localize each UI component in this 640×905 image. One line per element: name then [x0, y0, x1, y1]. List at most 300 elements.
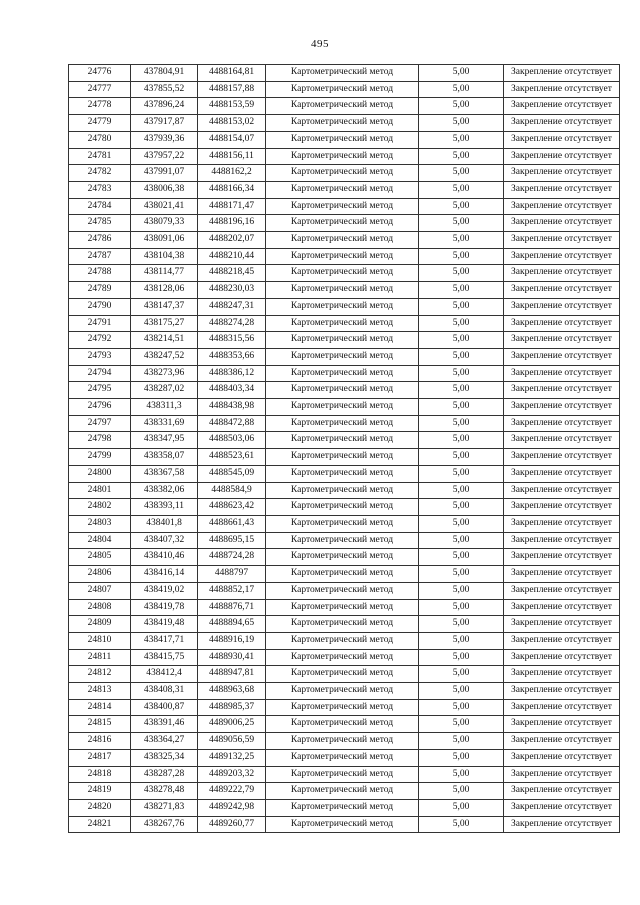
method-cell: Картометрический метод [266, 282, 419, 299]
x-coordinate-cell: 438128,06 [131, 282, 198, 299]
x-coordinate-cell: 438393,11 [131, 499, 198, 516]
y-coordinate-cell: 4488156,11 [198, 148, 266, 165]
fixing-description-cell: Закрепление отсутствует [504, 666, 620, 683]
table-row [69, 582, 620, 599]
accuracy-cell: 5,00 [419, 649, 504, 666]
fixing-description-cell: Закрепление отсутствует [504, 699, 620, 716]
coordinates-table-body [69, 65, 620, 833]
method-cell: Картометрический метод [266, 499, 419, 516]
method-cell: Картометрический метод [266, 482, 419, 499]
point-number-cell: 24795 [69, 382, 131, 399]
point-number-cell: 24776 [69, 65, 131, 82]
accuracy-cell: 5,00 [419, 81, 504, 98]
page-number: 495 [311, 38, 329, 50]
x-coordinate-cell: 438382,06 [131, 482, 198, 499]
table-row [69, 215, 620, 232]
accuracy-cell: 5,00 [419, 115, 504, 132]
method-cell: Картометрический метод [266, 65, 419, 82]
x-coordinate-cell: 438175,27 [131, 315, 198, 332]
x-coordinate-cell: 437991,07 [131, 165, 198, 182]
accuracy-cell: 5,00 [419, 215, 504, 232]
method-cell: Картометрический метод [266, 666, 419, 683]
y-coordinate-cell: 4489006,25 [198, 716, 266, 733]
table-row [69, 649, 620, 666]
point-number-cell: 24805 [69, 549, 131, 566]
accuracy-cell: 5,00 [419, 415, 504, 432]
x-coordinate-cell: 438091,06 [131, 232, 198, 249]
point-number-cell: 24780 [69, 131, 131, 148]
y-coordinate-cell: 4488386,12 [198, 365, 266, 382]
x-coordinate-cell: 438412,4 [131, 666, 198, 683]
method-cell: Картометрический метод [266, 749, 419, 766]
fixing-description-cell: Закрепление отсутствует [504, 432, 620, 449]
point-number-cell: 24798 [69, 432, 131, 449]
y-coordinate-cell: 4488153,59 [198, 98, 266, 115]
method-cell: Картометрический метод [266, 766, 419, 783]
x-coordinate-cell: 438391,46 [131, 716, 198, 733]
fixing-description-cell: Закрепление отсутствует [504, 181, 620, 198]
method-cell: Картометрический метод [266, 465, 419, 482]
method-cell: Картометрический метод [266, 131, 419, 148]
fixing-description-cell: Закрепление отсутствует [504, 649, 620, 666]
x-coordinate-cell: 438407,32 [131, 532, 198, 549]
fixing-description-cell: Закрепление отсутствует [504, 549, 620, 566]
fixing-description-cell: Закрепление отсутствует [504, 348, 620, 365]
x-coordinate-cell: 438419,78 [131, 599, 198, 616]
point-number-cell: 24785 [69, 215, 131, 232]
accuracy-cell: 5,00 [419, 181, 504, 198]
method-cell: Картометрический метод [266, 582, 419, 599]
fixing-description-cell: Закрепление отсутствует [504, 599, 620, 616]
y-coordinate-cell: 4488876,71 [198, 599, 266, 616]
table-row [69, 699, 620, 716]
y-coordinate-cell: 4488210,44 [198, 248, 266, 265]
x-coordinate-cell: 438416,14 [131, 566, 198, 583]
method-cell: Картометрический метод [266, 699, 419, 716]
accuracy-cell: 5,00 [419, 282, 504, 299]
fixing-description-cell: Закрепление отсутствует [504, 616, 620, 633]
fixing-description-cell: Закрепление отсутствует [504, 415, 620, 432]
point-number-cell: 24787 [69, 248, 131, 265]
x-coordinate-cell: 437804,91 [131, 65, 198, 82]
accuracy-cell: 5,00 [419, 699, 504, 716]
fixing-description-cell: Закрепление отсутствует [504, 499, 620, 516]
x-coordinate-cell: 438367,58 [131, 465, 198, 482]
y-coordinate-cell: 4488797 [198, 566, 266, 583]
accuracy-cell: 5,00 [419, 632, 504, 649]
accuracy-cell: 5,00 [419, 816, 504, 833]
point-number-cell: 24815 [69, 716, 131, 733]
table-row [69, 799, 620, 816]
x-coordinate-cell: 438147,37 [131, 298, 198, 315]
point-number-cell: 24804 [69, 532, 131, 549]
table-row [69, 131, 620, 148]
x-coordinate-cell: 438247,52 [131, 348, 198, 365]
y-coordinate-cell: 4488852,17 [198, 582, 266, 599]
x-coordinate-cell: 438410,46 [131, 549, 198, 566]
x-coordinate-cell: 438400,87 [131, 699, 198, 716]
table-row [69, 816, 620, 833]
x-coordinate-cell: 437939,36 [131, 131, 198, 148]
method-cell: Картометрический метод [266, 799, 419, 816]
accuracy-cell: 5,00 [419, 232, 504, 249]
point-number-cell: 24788 [69, 265, 131, 282]
y-coordinate-cell: 4488985,37 [198, 699, 266, 716]
method-cell: Картометрический метод [266, 733, 419, 750]
accuracy-cell: 5,00 [419, 666, 504, 683]
y-coordinate-cell: 4488930,41 [198, 649, 266, 666]
fixing-description-cell: Закрепление отсутствует [504, 449, 620, 466]
fixing-description-cell: Закрепление отсутствует [504, 365, 620, 382]
table-row [69, 148, 620, 165]
point-number-cell: 24801 [69, 482, 131, 499]
table-row [69, 482, 620, 499]
fixing-description-cell: Закрепление отсутствует [504, 816, 620, 833]
point-number-cell: 24793 [69, 348, 131, 365]
accuracy-cell: 5,00 [419, 582, 504, 599]
fixing-description-cell: Закрепление отсутствует [504, 115, 620, 132]
point-number-cell: 24786 [69, 232, 131, 249]
x-coordinate-cell: 438364,27 [131, 733, 198, 750]
point-number-cell: 24819 [69, 783, 131, 800]
x-coordinate-cell: 438417,71 [131, 632, 198, 649]
fixing-description-cell: Закрепление отсутствует [504, 783, 620, 800]
fixing-description-cell: Закрепление отсутствует [504, 582, 620, 599]
point-number-cell: 24818 [69, 766, 131, 783]
table-row [69, 81, 620, 98]
y-coordinate-cell: 4489242,98 [198, 799, 266, 816]
accuracy-cell: 5,00 [419, 616, 504, 633]
x-coordinate-cell: 438021,41 [131, 198, 198, 215]
fixing-description-cell: Закрепление отсутствует [504, 232, 620, 249]
accuracy-cell: 5,00 [419, 716, 504, 733]
point-number-cell: 24812 [69, 666, 131, 683]
x-coordinate-cell: 437855,52 [131, 81, 198, 98]
point-number-cell: 24817 [69, 749, 131, 766]
x-coordinate-cell: 438358,07 [131, 449, 198, 466]
accuracy-cell: 5,00 [419, 98, 504, 115]
x-coordinate-cell: 438287,02 [131, 382, 198, 399]
y-coordinate-cell: 4488503,06 [198, 432, 266, 449]
table-row [69, 549, 620, 566]
y-coordinate-cell: 4488963,68 [198, 683, 266, 700]
method-cell: Картометрический метод [266, 649, 419, 666]
table-row [69, 749, 620, 766]
fixing-description-cell: Закрепление отсутствует [504, 198, 620, 215]
coordinates-table [68, 64, 620, 833]
fixing-description-cell: Закрепление отсутствует [504, 749, 620, 766]
method-cell: Картометрический метод [266, 348, 419, 365]
point-number-cell: 24807 [69, 582, 131, 599]
method-cell: Картометрический метод [266, 198, 419, 215]
point-number-cell: 24784 [69, 198, 131, 215]
table-row [69, 265, 620, 282]
table-row [69, 65, 620, 82]
method-cell: Картометрический метод [266, 432, 419, 449]
table-row [69, 599, 620, 616]
y-coordinate-cell: 4489222,79 [198, 783, 266, 800]
accuracy-cell: 5,00 [419, 65, 504, 82]
table-row [69, 783, 620, 800]
fixing-description-cell: Закрепление отсутствует [504, 532, 620, 549]
method-cell: Картометрический метод [266, 816, 419, 833]
accuracy-cell: 5,00 [419, 131, 504, 148]
method-cell: Картометрический метод [266, 716, 419, 733]
table-row [69, 232, 620, 249]
y-coordinate-cell: 4488894,65 [198, 616, 266, 633]
accuracy-cell: 5,00 [419, 683, 504, 700]
y-coordinate-cell: 4488153,02 [198, 115, 266, 132]
x-coordinate-cell: 438415,75 [131, 649, 198, 666]
table-row [69, 282, 620, 299]
y-coordinate-cell: 4489056,59 [198, 733, 266, 750]
y-coordinate-cell: 4488274,28 [198, 315, 266, 332]
accuracy-cell: 5,00 [419, 799, 504, 816]
table-row [69, 298, 620, 315]
table-row [69, 432, 620, 449]
x-coordinate-cell: 438079,33 [131, 215, 198, 232]
method-cell: Картометрический метод [266, 599, 419, 616]
point-number-cell: 24792 [69, 332, 131, 349]
method-cell: Картометрический метод [266, 683, 419, 700]
fixing-description-cell: Закрепление отсутствует [504, 382, 620, 399]
y-coordinate-cell: 4488230,03 [198, 282, 266, 299]
accuracy-cell: 5,00 [419, 399, 504, 416]
x-coordinate-cell: 437957,22 [131, 148, 198, 165]
y-coordinate-cell: 4489260,77 [198, 816, 266, 833]
method-cell: Картометрический метод [266, 365, 419, 382]
y-coordinate-cell: 4489203,32 [198, 766, 266, 783]
x-coordinate-cell: 438006,38 [131, 181, 198, 198]
method-cell: Картометрический метод [266, 215, 419, 232]
accuracy-cell: 5,00 [419, 733, 504, 750]
accuracy-cell: 5,00 [419, 165, 504, 182]
x-coordinate-cell: 438271,83 [131, 799, 198, 816]
point-number-cell: 24779 [69, 115, 131, 132]
y-coordinate-cell: 4488164,81 [198, 65, 266, 82]
y-coordinate-cell: 4488315,56 [198, 332, 266, 349]
fixing-description-cell: Закрепление отсутствует [504, 315, 620, 332]
point-number-cell: 24816 [69, 733, 131, 750]
accuracy-cell: 5,00 [419, 348, 504, 365]
accuracy-cell: 5,00 [419, 382, 504, 399]
table-row [69, 399, 620, 416]
fixing-description-cell: Закрепление отсутствует [504, 566, 620, 583]
point-number-cell: 24789 [69, 282, 131, 299]
accuracy-cell: 5,00 [419, 315, 504, 332]
fixing-description-cell: Закрепление отсутствует [504, 332, 620, 349]
method-cell: Картометрический метод [266, 181, 419, 198]
y-coordinate-cell: 4488353,66 [198, 348, 266, 365]
point-number-cell: 24820 [69, 799, 131, 816]
method-cell: Картометрический метод [266, 549, 419, 566]
point-number-cell: 24800 [69, 465, 131, 482]
accuracy-cell: 5,00 [419, 265, 504, 282]
fixing-description-cell: Закрепление отсутствует [504, 399, 620, 416]
point-number-cell: 24809 [69, 616, 131, 633]
x-coordinate-cell: 438104,38 [131, 248, 198, 265]
point-number-cell: 24810 [69, 632, 131, 649]
accuracy-cell: 5,00 [419, 783, 504, 800]
x-coordinate-cell: 438347,95 [131, 432, 198, 449]
accuracy-cell: 5,00 [419, 532, 504, 549]
point-number-cell: 24777 [69, 81, 131, 98]
fixing-description-cell: Закрепление отсутствует [504, 215, 620, 232]
fixing-description-cell: Закрепление отсутствует [504, 265, 620, 282]
y-coordinate-cell: 4488162,2 [198, 165, 266, 182]
point-number-cell: 24781 [69, 148, 131, 165]
fixing-description-cell: Закрепление отсутствует [504, 148, 620, 165]
x-coordinate-cell: 438267,76 [131, 816, 198, 833]
accuracy-cell: 5,00 [419, 432, 504, 449]
method-cell: Картометрический метод [266, 265, 419, 282]
accuracy-cell: 5,00 [419, 549, 504, 566]
table-row [69, 632, 620, 649]
y-coordinate-cell: 4488166,34 [198, 181, 266, 198]
accuracy-cell: 5,00 [419, 198, 504, 215]
method-cell: Картометрический метод [266, 566, 419, 583]
y-coordinate-cell: 4488171,47 [198, 198, 266, 215]
fixing-description-cell: Закрепление отсутствует [504, 65, 620, 82]
accuracy-cell: 5,00 [419, 465, 504, 482]
table-row [69, 315, 620, 332]
method-cell: Картометрический метод [266, 449, 419, 466]
method-cell: Картометрический метод [266, 616, 419, 633]
method-cell: Картометрический метод [266, 298, 419, 315]
fixing-description-cell: Закрепление отсутствует [504, 465, 620, 482]
method-cell: Картометрический метод [266, 81, 419, 98]
point-number-cell: 24797 [69, 415, 131, 432]
table-row [69, 616, 620, 633]
method-cell: Картометрический метод [266, 148, 419, 165]
table-row [69, 499, 620, 516]
table-row [69, 332, 620, 349]
table-row [69, 98, 620, 115]
y-coordinate-cell: 4488523,61 [198, 449, 266, 466]
x-coordinate-cell: 438114,77 [131, 265, 198, 282]
table-row [69, 766, 620, 783]
point-number-cell: 24790 [69, 298, 131, 315]
accuracy-cell: 5,00 [419, 499, 504, 516]
fixing-description-cell: Закрепление отсутствует [504, 81, 620, 98]
accuracy-cell: 5,00 [419, 449, 504, 466]
fixing-description-cell: Закрепление отсутствует [504, 799, 620, 816]
fixing-description-cell: Закрепление отсутствует [504, 515, 620, 532]
point-number-cell: 24791 [69, 315, 131, 332]
accuracy-cell: 5,00 [419, 332, 504, 349]
method-cell: Картометрический метод [266, 98, 419, 115]
method-cell: Картометрический метод [266, 532, 419, 549]
point-number-cell: 24811 [69, 649, 131, 666]
accuracy-cell: 5,00 [419, 248, 504, 265]
table-row [69, 683, 620, 700]
accuracy-cell: 5,00 [419, 298, 504, 315]
accuracy-cell: 5,00 [419, 749, 504, 766]
x-coordinate-cell: 438408,31 [131, 683, 198, 700]
point-number-cell: 24783 [69, 181, 131, 198]
point-number-cell: 24799 [69, 449, 131, 466]
point-number-cell: 24814 [69, 699, 131, 716]
point-number-cell: 24803 [69, 515, 131, 532]
y-coordinate-cell: 4488545,09 [198, 465, 266, 482]
fixing-description-cell: Закрепление отсутствует [504, 683, 620, 700]
point-number-cell: 24821 [69, 816, 131, 833]
x-coordinate-cell: 438331,69 [131, 415, 198, 432]
fixing-description-cell: Закрепление отсутствует [504, 716, 620, 733]
x-coordinate-cell: 438419,48 [131, 616, 198, 633]
point-number-cell: 24806 [69, 566, 131, 583]
y-coordinate-cell: 4488623,42 [198, 499, 266, 516]
table-row [69, 181, 620, 198]
table-row [69, 733, 620, 750]
accuracy-cell: 5,00 [419, 766, 504, 783]
fixing-description-cell: Закрепление отсутствует [504, 165, 620, 182]
x-coordinate-cell: 438419,02 [131, 582, 198, 599]
fixing-description-cell: Закрепление отсутствует [504, 298, 620, 315]
table-row [69, 415, 620, 432]
y-coordinate-cell: 4488196,16 [198, 215, 266, 232]
table-row [69, 115, 620, 132]
accuracy-cell: 5,00 [419, 566, 504, 583]
table-row [69, 248, 620, 265]
point-number-cell: 24802 [69, 499, 131, 516]
fixing-description-cell: Закрепление отсутствует [504, 766, 620, 783]
method-cell: Картометрический метод [266, 515, 419, 532]
x-coordinate-cell: 438273,96 [131, 365, 198, 382]
method-cell: Картометрический метод [266, 382, 419, 399]
point-number-cell: 24808 [69, 599, 131, 616]
table-row [69, 165, 620, 182]
x-coordinate-cell: 438278,48 [131, 783, 198, 800]
point-number-cell: 24794 [69, 365, 131, 382]
accuracy-cell: 5,00 [419, 599, 504, 616]
y-coordinate-cell: 4488157,88 [198, 81, 266, 98]
y-coordinate-cell: 4488247,31 [198, 298, 266, 315]
accuracy-cell: 5,00 [419, 515, 504, 532]
y-coordinate-cell: 4488695,15 [198, 532, 266, 549]
fixing-description-cell: Закрепление отсутствует [504, 733, 620, 750]
fixing-description-cell: Закрепление отсутствует [504, 482, 620, 499]
x-coordinate-cell: 438214,51 [131, 332, 198, 349]
y-coordinate-cell: 4489132,25 [198, 749, 266, 766]
table-row [69, 532, 620, 549]
fixing-description-cell: Закрепление отсутствует [504, 98, 620, 115]
point-number-cell: 24813 [69, 683, 131, 700]
point-number-cell: 24796 [69, 399, 131, 416]
x-coordinate-cell: 438287,28 [131, 766, 198, 783]
y-coordinate-cell: 4488202,07 [198, 232, 266, 249]
point-number-cell: 24778 [69, 98, 131, 115]
point-number-cell: 24782 [69, 165, 131, 182]
method-cell: Картометрический метод [266, 165, 419, 182]
method-cell: Картометрический метод [266, 783, 419, 800]
x-coordinate-cell: 438401,8 [131, 515, 198, 532]
table-row [69, 198, 620, 215]
method-cell: Картометрический метод [266, 632, 419, 649]
method-cell: Картометрический метод [266, 248, 419, 265]
y-coordinate-cell: 4488218,45 [198, 265, 266, 282]
method-cell: Картометрический метод [266, 315, 419, 332]
table-row [69, 365, 620, 382]
y-coordinate-cell: 4488403,34 [198, 382, 266, 399]
y-coordinate-cell: 4488438,98 [198, 399, 266, 416]
accuracy-cell: 5,00 [419, 365, 504, 382]
fixing-description-cell: Закрепление отсутствует [504, 248, 620, 265]
table-row [69, 515, 620, 532]
y-coordinate-cell: 4488154,07 [198, 131, 266, 148]
x-coordinate-cell: 437917,87 [131, 115, 198, 132]
y-coordinate-cell: 4488661,43 [198, 515, 266, 532]
